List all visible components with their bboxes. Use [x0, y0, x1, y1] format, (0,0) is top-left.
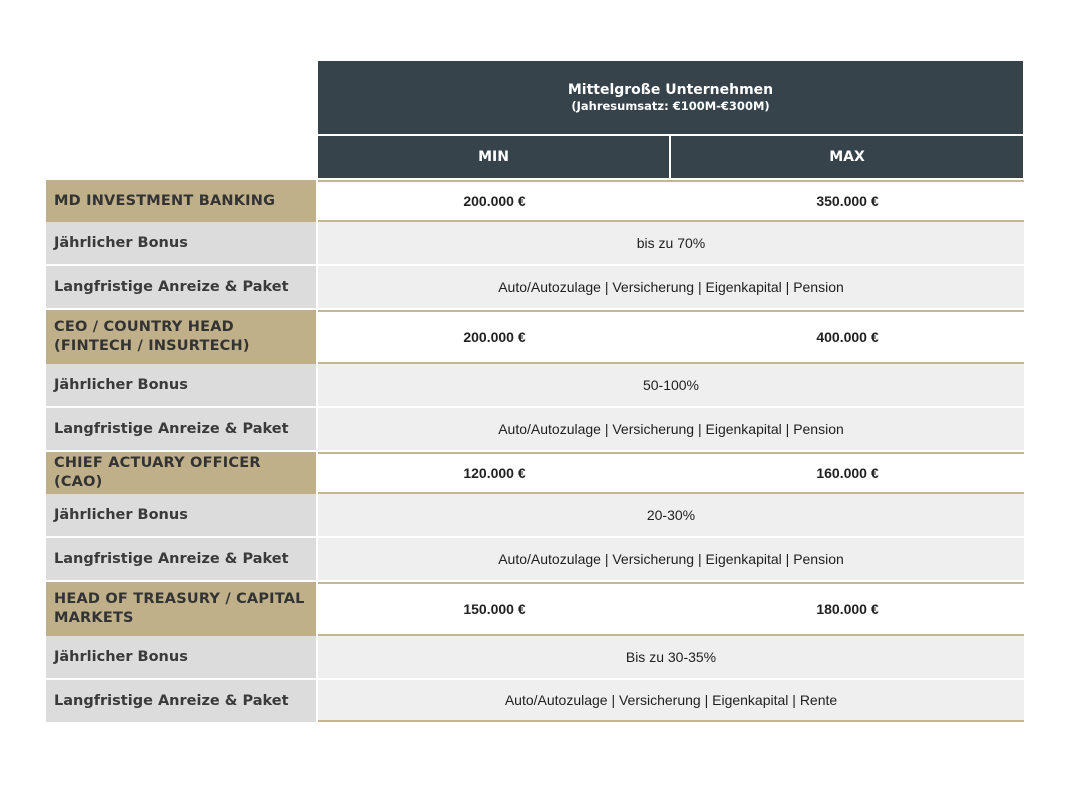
role-salary-min: 120.000 €	[463, 465, 526, 481]
package-value: Auto/Autozulage | Versicherung | Eigenkapital | Pension	[318, 408, 1024, 450]
table-header-title	[318, 61, 1023, 134]
package-row	[46, 266, 1024, 308]
role-salary-max: 180.000 €	[816, 601, 879, 617]
package-value: Auto/Autozulage | Versicherung | Eigenkapital | Pension	[318, 538, 1024, 580]
package-label: Langfristige Anreize & Paket	[46, 408, 316, 450]
bonus-label: Jährlicher Bonus	[46, 494, 316, 536]
role-row	[46, 310, 1024, 364]
package-value: Auto/Autozulage | Versicherung | Eigenkapital | Pension	[318, 266, 1024, 308]
role-salary-max: 400.000 €	[816, 329, 879, 345]
role-salary-max: 350.000 €	[816, 193, 879, 209]
revenue-range-subtitle: (Jahresumsatz: €100M-€300M)	[571, 99, 770, 113]
package-label: Langfristige Anreize & Paket	[46, 266, 316, 308]
role-salary-max: 160.000 €	[816, 465, 879, 481]
role-name: HEAD OF TREASURY / CAPITAL MARKETS	[46, 582, 316, 636]
role-salary-min: 150.000 €	[463, 601, 526, 617]
bonus-label: Jährlicher Bonus	[46, 364, 316, 406]
bonus-row	[46, 494, 1024, 536]
bonus-value: bis zu 70%	[318, 222, 1024, 264]
company-size-title: Mittelgroße Unternehmen	[567, 82, 774, 98]
role-row	[46, 180, 1024, 222]
bonus-value: 50-100%	[318, 364, 1024, 406]
bonus-value: 20-30%	[318, 494, 1024, 536]
role-row	[46, 582, 1024, 636]
salary-table-body	[46, 180, 1024, 722]
bonus-row	[46, 222, 1024, 264]
package-row	[46, 408, 1024, 450]
role-name: CHIEF ACTUARY OFFICER (CAO)	[46, 452, 316, 494]
role-name: CEO / COUNTRY HEAD (FINTECH / INSURTECH)	[46, 310, 316, 364]
bonus-row	[46, 636, 1024, 678]
bonus-row	[46, 364, 1024, 406]
role-salary-min: 200.000 €	[463, 193, 526, 209]
column-header-min: MIN	[318, 136, 669, 178]
package-value: Auto/Autozulage | Versicherung | Eigenkapital | Rente	[318, 680, 1024, 722]
bonus-label: Jährlicher Bonus	[46, 222, 316, 264]
package-label: Langfristige Anreize & Paket	[46, 680, 316, 722]
column-header-max: MAX	[671, 136, 1023, 178]
bonus-label: Jährlicher Bonus	[46, 636, 316, 678]
role-name: MD INVESTMENT BANKING	[46, 180, 316, 222]
role-salary-min: 200.000 €	[463, 329, 526, 345]
role-row	[46, 452, 1024, 494]
package-row	[46, 680, 1024, 722]
package-label: Langfristige Anreize & Paket	[46, 538, 316, 580]
package-row	[46, 538, 1024, 580]
bonus-value: Bis zu 30-35%	[318, 636, 1024, 678]
